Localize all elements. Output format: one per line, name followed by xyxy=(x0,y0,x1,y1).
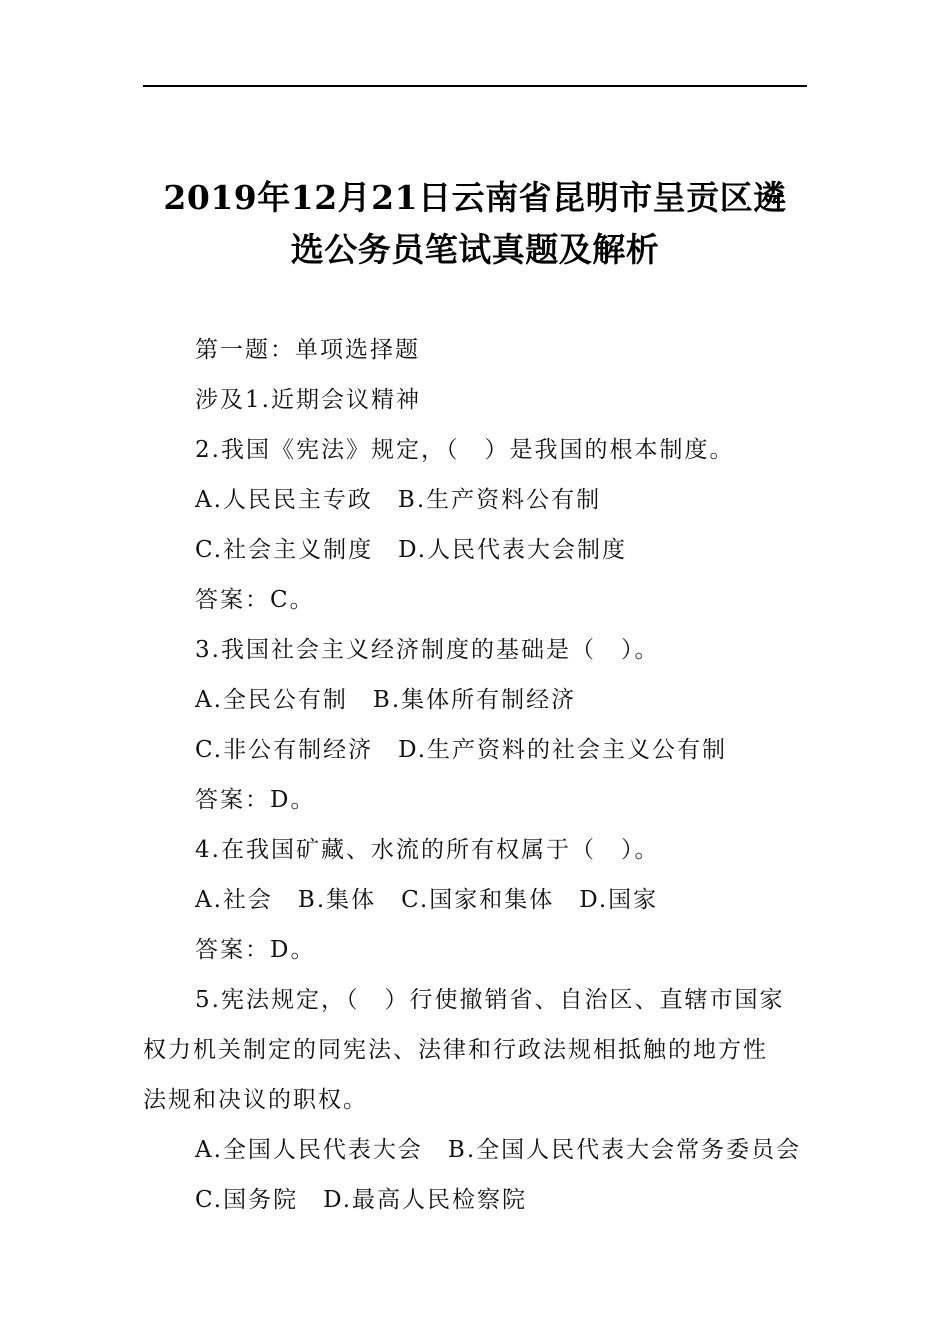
header-rule xyxy=(143,85,807,87)
question-5-options-cd: C.国务院 D.最高人民检察院 xyxy=(195,1187,528,1213)
title-line-2: 选公务员笔试真题及解析 xyxy=(290,230,660,269)
question-5-line-3: 法规和决议的职权。 xyxy=(143,1087,368,1113)
question-5-options-ab: A.全国人民代表大会 B.全国人民代表大会常务委员会 xyxy=(195,1137,802,1163)
document-title xyxy=(143,172,807,276)
question-4: 4.在我国矿藏、水流的所有权属于（ ）。 xyxy=(195,837,660,863)
question-5-line-2: 权力机关制定的同宪法、法律和行政法规相抵触的地方性 xyxy=(143,1037,768,1063)
title-line-1: 2019年12月21日云南省昆明市呈贡区遴 xyxy=(163,178,787,217)
question-4-answer: 答案：D。 xyxy=(195,937,316,963)
question-2-options-cd: C.社会主义制度 D.人民代表大会制度 xyxy=(195,537,628,563)
section-heading: 第一题：单项选择题 xyxy=(195,337,420,363)
question-3-options-cd: C.非公有制经济 D.生产资料的社会主义公有制 xyxy=(195,737,728,763)
question-5-line-1: 5.宪法规定，（ ）行使撤销省、自治区、直辖市国家 xyxy=(195,987,785,1013)
question-4-options: A.社会 B.集体 C.国家和集体 D.国家 xyxy=(195,887,659,913)
question-3-options-ab: A.全民公有制 B.集体所有制经济 xyxy=(195,687,577,713)
question-3: 3.我国社会主义经济制度的基础是（ ）。 xyxy=(195,637,660,663)
question-2-answer: 答案：C。 xyxy=(195,587,315,613)
document-body xyxy=(143,325,807,1225)
question-2: 2.我国《宪法》规定，（ ）是我国的根本制度。 xyxy=(195,437,735,463)
question-3-answer: 答案：D。 xyxy=(195,787,316,813)
paragraph: 涉及1.近期会议精神 xyxy=(195,387,421,413)
question-2-options-ab: A.人民民主专政 B.生产资料公有制 xyxy=(195,487,602,513)
question-5 xyxy=(143,975,807,1125)
